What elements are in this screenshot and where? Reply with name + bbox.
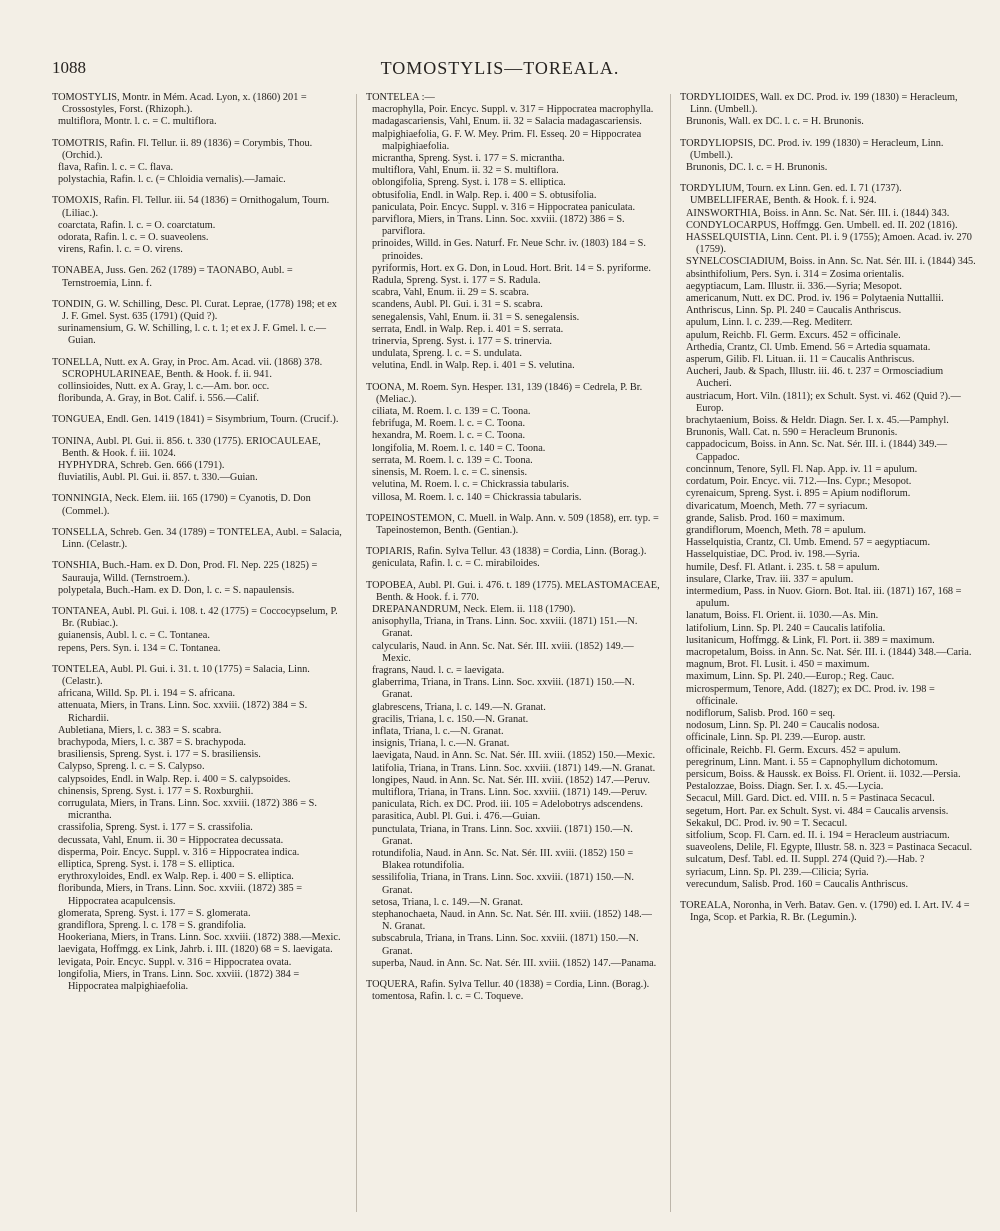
entry-subline: maximum, Linn. Sp. Pl. 240.—Europ.; Reg. Cauc. [686,671,895,683]
entry-subline: oblongifolia, Spreng. Syst. i. 178 = S. elliptica. [372,177,566,189]
entry-subline: glaberrima, Triana, in Trans. Linn. Soc. xxviii. (1871) 150.—N. Granat. [372,677,635,701]
entry-subline: decussata, Vahl, Enum. ii. 30 = Hippocratea decussata. [58,834,284,846]
entry-subline: pyriformis, Hort. ex G. Don, in Loud. Hort. Brit. 14 = S. pyriforme. [372,262,651,274]
entry-subline: punctulata, Triana, in Trans. Linn. Soc. xxviii. (1871) 150.—N. Granat. [372,823,633,847]
entry-headline: TONSHIA, Buch.-Ham. ex D. Don, Prod. Fl. Nep. 225 (1825) = Saurauja, Willd. (Ternstroem.). [52,560,318,584]
entry-subline: grande, Salisb. Prod. 160 = maximum. [686,512,845,524]
entry-subline: syriacum, Linn. Sp. Pl. 239.—Cilicia; Syria. [686,866,869,878]
dictionary-entry [52,664,344,993]
entry-headline: TORDYLIOIDES, Wall. ex DC. Prod. iv. 199 (1830) = Heracleum, Linn. (Umbell.). [680,92,958,116]
entry-subline: HYPHYDRA, Schreb. Gen. 666 (1791). [58,460,225,472]
entry-subline: sitfolium, Scop. Fl. Carn. ed. II. i. 194 = Heracleum austriacum. [686,829,950,841]
entry-subline: Calypso, Spreng. l. c. = S. Calypso. [58,761,205,773]
entry-subline: polypetala, Buch.-Ham. ex D. Don, l. c. = S. napaulensis. [58,584,295,596]
entry-subline: laevigata, Naud. in Ann. Sc. Nat. Sér. III. xviii. (1852) 150.—Mexic. [372,750,656,762]
entry-subline: magnum, Brot. Fl. Lusit. i. 450 = maximum. [686,659,870,671]
entry-subline: multiflora, Montr. l. c. = C. multiflora. [58,116,217,128]
dictionary-entry [52,265,344,289]
entry-subline: CONDYLOCARPUS, Hoffmgg. Gen. Umbell. ed. II. 202 (1816). [686,219,958,231]
entry-subline: Aubletiana, Miers, l. c. 383 = S. scabra. [58,724,222,736]
entry-subline: scandens, Aubl. Pl. Gui. i. 31 = S. scabra. [372,299,543,311]
entry-subline: erythroxyloides, Endl. ex Walp. Rep. i. 400 = S. elliptica. [58,871,294,883]
entry-headline: TONINA, Aubl. Pl. Gui. ii. 856. t. 330 (1775). ERIOCAULEAE, Benth. & Hook. f. iii. 1024. [52,435,321,459]
entry-subline: apulum, Linn. l. c. 239.—Reg. Mediterr. [686,317,853,329]
entry-subline: floribunda, A. Gray, in Bot. Calif. i. 556.—Calif. [58,393,259,405]
entry-subline: floribunda, Miers, in Trans. Linn. Soc. xxviii. (1872) 385 = Hippocratea acapulcensis. [58,883,303,907]
entry-subline: africana, Willd. Sp. Pl. i. 194 = S. africana. [58,688,236,700]
dictionary-entry [366,580,660,971]
entry-subline: americanum, Nutt. ex DC. Prod. iv. 196 = Polytaenia Nuttallii. [686,293,944,305]
entry-subline: Aucheri, Jaub. & Spach, Illustr. iii. 46. t. 237 = Ormosciadium Aucheri. [686,366,944,390]
entry-subline: SYNELCOSCIADIUM, Boiss. in Ann. Sc. Nat. Sér. III. i. (1844) 345. [686,256,976,268]
dictionary-entry [52,299,344,348]
column-divider [356,94,357,1212]
entry-subline: laevigata, Hoffmgg. ex Link, Jahrb. i. III. (1820) 68 = S. laevigata. [58,944,333,956]
entry-headline: TONELLA, Nutt. ex A. Gray, in Proc. Am. Acad. vii. (1868) 378. SCROPHULARINEAE, Benth. & Hook. f. ii. 941. [52,356,323,380]
entry-subline: cappadocicum, Boiss. in Ann. Sc. Nat. Sér. III. i. (1844) 349.—Cappadoc. [686,439,948,463]
entry-subline: divaricatum, Moench, Meth. 77 = syriacum. [686,500,868,512]
entry-subline: madagascariensis, Vahl, Enum. ii. 32 = Salacia madagascariensis. [372,116,642,128]
entry-subline: cordatum, Poir. Encyc. vii. 712.—Ins. Cypr.; Mesopot. [686,476,912,488]
dictionary-entry [366,513,660,537]
entry-subline: sinensis, M. Roem. l. c. = C. sinensis. [372,467,528,479]
entry-subline: longipes, Naud. in Ann. Sc. Nat. Sér. III. xviii. (1852) 147.—Peruv. [372,774,650,786]
entry-subline: tomentosa, Rafin. l. c. = C. Toqueve. [372,991,524,1003]
entry-headline: TONTANEA, Aubl. Pl. Gui. i. 108. t. 42 (1775) = Coccocypselum, P. Br. (Rubiac.). [52,605,338,630]
entry-subline: apulum, Reichb. Fl. Germ. Excurs. 452 = officinale. [686,329,901,341]
entry-subline: multiflora, Triana, in Trans. Linn. Soc. xxviii. (1871) 149.—Peruv. [372,786,648,798]
entry-subline: sulcatum, Desf. Tabl. ed. II. Suppl. 274 (Quid ?).—Hab. ? [686,854,925,866]
entry-subline: corrugulata, Miers, in Trans. Linn. Soc. xxviii. (1872) 386 = S. micrantha. [58,797,317,822]
entry-subline: grandiflorum, Moench, Meth. 78 = apulum. [686,524,866,536]
entry-subline: multiflora, Vahl, Enum. ii. 32 = S. multiflora. [372,165,559,177]
entry-subline: senegalensis, Vahl, Enum. ii. 31 = S. senegalensis. [372,311,580,323]
entry-headline: TONDIN, G. W. Schilling, Desc. Pl. Curat. Leprae, (1778) 198; et ex J. F. Gmel. Syst. 635 (1791) (Quid ?). [52,298,337,323]
entry-headline: TONSELLA, Schreb. Gen. 34 (1789) = TONTELEA, Aubl. = Salacia, Linn. (Celastr.). [52,526,342,551]
dictionary-entry [680,900,976,924]
entry-subline: Radula, Spreng. Syst. i. 177 = S. Radula. [372,275,541,287]
entry-subline: polystachia, Rafin. l. c. (= Chloidia vernalis).—Jamaic. [58,174,286,186]
dictionary-entry [52,560,344,597]
dictionary-entry [52,195,344,256]
entry-headline: TONNINGIA, Neck. Elem. iii. 165 (1790) = Cyanotis, D. Don (Commel.). [52,493,311,517]
dictionary-entry [52,436,344,485]
entry-subline: Hasselquistiae, DC. Prod. iv. 198.—Syria. [686,549,860,561]
entry-subline: paniculata, Poir. Encyc. Suppl. v. 316 = Hippocratea paniculata. [372,201,636,213]
entry-headline: TOONA, M. Roem. Syn. Hesper. 131, 139 (1846) = Cedrela, P. Br. (Meliac.). [366,381,643,405]
entry-subline: velutina, M. Roem. l. c. = Chickrassia tabularis. [372,479,570,491]
entry-subline: peregrinum, Linn. Mant. i. 55 = Capnophyllum dichotomum. [686,756,938,768]
entry-subline: officinale, Reichb. Fl. Germ. Excurs. 452 = apulum. [686,744,901,756]
entry-subline: stephanochaeta, Naud. in Ann. Sc. Nat. Sér. III. xviii. (1852) 148.—N. Granat. [372,909,652,933]
dictionary-entry [52,138,344,187]
entry-subline: coarctata, Rafin. l. c. = O. coarctatum. [58,219,216,231]
entry-headline: TOREALA, Noronha, in Verh. Batav. Gen. v. (1790) ed. I. Art. IV. 4 = Inga, Scop. et Parkia, R. Br. (Legumin.). [680,900,970,924]
entry-subline: malpighiaefolia, G. F. W. Mey. Prim. Fl. Esseq. 20 = Hippocratea malpighiaefolia. [372,128,642,152]
dictionary-entry [52,527,344,551]
entry-headline: TONGUEA, Endl. Gen. 1419 (1841) = Sisymbrium, Tourn. (Crucif.). [52,414,339,426]
text-column-middle [366,92,660,1218]
dictionary-entry [52,357,344,406]
dictionary-entry [366,546,660,570]
entry-subline: hexandra, M. Roem. l. c. = C. Toona. [372,430,526,442]
entry-subline: verecundum, Salisb. Prod. 160 = Caucalis Anthriscus. [686,878,909,890]
text-column-right [680,92,976,1218]
entry-subline: microspermum, Tenore, Add. (1827); ex DC. Prod. iv. 198 = officinale. [686,683,935,707]
entry-subline: geniculata, Rafin. l. c. = C. mirabiloides. [372,558,540,570]
dictionary-entry [366,92,660,373]
entry-subline: insignis, Triana, l. c.—N. Granat. [372,738,510,750]
entry-subline: nodosum, Linn. Sp. Pl. 240 = Caucalis nodosa. [686,720,880,732]
entry-subline: brasiliensis, Spreng. Syst. i. 177 = S. brasiliensis. [58,749,261,761]
entry-subline: Hasselquistia, Crantz, Cl. Umb. Emend. 57 = aegyptiacum. [686,537,931,549]
entry-subline: micrantha, Spreng. Syst. i. 177 = S. micrantha. [372,153,565,165]
entry-headline: TOMOSTYLIS, Montr. in Mém. Acad. Lyon, x. (1860) 201 = Crossostyles, Forst. (Rhizoph.). [52,92,307,116]
entry-subline: macrophylla, Poir. Encyc. Suppl. v. 317 = Hippocratea macrophylla. [372,104,654,116]
entry-subline: glabrescens, Triana, l. c. 149.—N. Granat. [372,701,546,713]
entry-subline: officinale, Linn. Sp. Pl. 239.—Europ. austr. [686,732,866,744]
running-title: TOMOSTYLIS—TOREALA. [380,58,620,78]
entry-subline: Brunonis, Wall. Cat. n. 590 = Heracleum Brunonis. [686,427,898,439]
entry-subline: calypsoides, Endl. in Walp. Rep. i. 400 = S. calypsoides. [58,773,291,785]
entry-headline: TONTELEA :— [366,92,435,103]
entry-subline: parviflora, Miers, in Trans. Linn. Soc. xxviii. (1872) 386 = S. parviflora. [372,214,625,238]
entry-subline: gracilis, Triana, l. c. 150.—N. Granat. [372,713,529,725]
entry-subline: Hookeriana, Miers, in Trans. Linn. Soc. xxviii. (1872) 388.—Mexic. [58,932,341,944]
entry-subline: suaveolens, Delile, Fl. Egypte, Illustr. 58. n. 323 = Pastinaca Secacul. [686,842,973,854]
entry-subline: repens, Pers. Syn. i. 134 = C. Tontanea. [58,642,221,654]
entry-subline: setosa, Triana, l. c. 149.—N. Granat. [372,896,523,908]
entry-subline: trinervia, Spreng. Syst. i. 177 = S. trinervia. [372,336,552,348]
entry-subline: macropetalum, Boiss. in Ann. Sc. Nat. Sér. III. i. (1844) 348.—Caria. [686,646,972,658]
entry-subline: HASSELQUISTIA, Linn. Cent. Pl. i. 9 (1755); Amoen. Acad. iv. 270 (1759). [686,232,972,256]
entry-subline: cyrenaicum, Spreng. Syst. i. 895 = Apium nodiflorum. [686,488,911,500]
entry-subline: intermedium, Pass. in Nuov. Giorn. Bot. Ital. iii. (1871) 167, 168 = apulum. [686,585,962,610]
entry-subline: levigata, Poir. Encyc. Suppl. v. 316 = Hippocratea ovata. [58,956,292,968]
entry-headline: TORDYLIOPSIS, DC. Prod. iv. 199 (1830) = Heracleum, Linn. (Umbell.). [680,137,944,161]
entry-subline: chinensis, Spreng. Syst. i. 177 = S. Roxburghii. [58,785,254,797]
entry-subline: ciliata, M. Roem. l. c. 139 = C. Toona. [372,406,531,418]
entry-subline: surinamensium, G. W. Schilling, l. c. t. 1; et ex J. F. Gmel. l. c.—Guian. [58,323,327,347]
entry-subline: persicum, Boiss. & Haussk. ex Boiss. Fl. Orient. ii. 1032.—Persia. [686,768,961,780]
entry-subline: scabra, Vahl, Enum. ii. 29 = S. scabra. [372,287,529,299]
entry-subline: guianensis, Aubl. l. c. = C. Tontanea. [58,630,210,642]
entry-subline: latifolium, Linn. Sp. Pl. 240 = Caucalis latifolia. [686,622,886,634]
entry-subline: AINSWORTHIA, Boiss. in Ann. Sc. Nat. Sér. III. i. (1844) 343. [686,207,950,219]
entry-subline: obtusifolia, Endl. in Walp. Rep. i. 400 = S. obtusifolia. [372,189,597,201]
entry-subline: subscabrula, Triana, in Trans. Linn. Soc. xxviii. (1871) 150.—N. Granat. [372,933,639,957]
entry-subline: longifolia, M. Roem. l. c. 140 = C. Toona. [372,442,546,454]
entry-subline: elliptica, Spreng. Syst. i. 178 = S. elliptica. [58,858,235,870]
entry-headline: TOQUERA, Rafin. Sylva Tellur. 40 (1838) = Cordia, Linn. (Borag.). [366,979,650,991]
column-divider [670,94,671,1212]
dictionary-entry [52,92,344,129]
entry-subline: inflata, Triana, l. c.—N. Granat. [372,725,504,737]
entry-subline: brachytaenium, Boiss. & Heldr. Diagn. Ser. I. x. 45.—Pamphyl. [686,415,949,427]
text-column-left [52,92,344,1218]
entry-subline: velutina, Endl. in Walp. Rep. i. 401 = S. velutina. [372,360,575,372]
entry-subline: serrata, Endl. in Walp. Rep. i. 401 = S. serrata. [372,323,564,335]
entry-subline: longifolia, Miers, in Trans. Linn. Soc. xxviii. (1872) 384 = Hippocratea malpighiaefolia. [58,968,300,992]
page-number: 1088 [52,58,86,77]
entry-subline: austriacum, Hort. Viln. (1811); ex Schult. Syst. vi. 462 (Quid ?).—Europ. [686,390,961,414]
entry-headline: TONTELEA, Aubl. Pl. Gui. i. 31. t. 10 (1775) = Salacia, Linn. (Celastr.). [52,663,310,687]
entry-subline: Brunonis, Wall. ex DC. l. c. = H. Brunonis. [686,116,864,128]
entry-headline: TOPOBEA, Aubl. Pl. Gui. i. 476. t. 189 (1775). MELASTOMACEAE, Benth. & Hook. f. i. 770. [366,579,660,603]
entry-subline: segetum, Hort. Par. ex Schult. Syst. vi. 484 = Caucalis arvensis. [686,805,949,817]
entry-subline: calycularis, Naud. in Ann. Sc. Nat. Sér. III. xviii. (1852) 149.—Mexic. [372,640,634,664]
entry-subline: Secacul, Mill. Gard. Dict. ed. VIII. n. 5 = Pastinaca Secacul. [686,793,935,805]
entry-subline: Sekakul, DC. Prod. iv. 90 = T. Secacul. [686,817,848,829]
entry-subline: serrata, M. Roem. l. c. 139 = C. Toona. [372,454,533,466]
entry-subline: glomerata, Spreng. Syst. i. 177 = S. glomerata. [58,907,251,919]
entry-headline: TOMOTRIS, Rafin. Fl. Tellur. ii. 89 (1836) = Corymbis, Thou. (Orchid.). [52,137,313,161]
dictionary-entry [366,979,660,1003]
entry-subline: latifolia, Triana, in Trans. Linn. Soc. xxviii. (1871) 149.—N. Granat. [372,762,656,774]
dictionary-entry [52,606,344,655]
entry-subline: crassifolia, Spreng. Syst. i. 177 = S. crassifolia. [58,822,253,834]
entry-headline: TOPEINOSTEMON, C. Muell. in Walp. Ann. v. 509 (1858), err. typ. = Tapeinostemon, Benth. (Gentian.). [366,512,659,536]
entry-subline: collinsioides, Nutt. ex A. Gray, l. c.—Am. bor. occ. [58,381,270,393]
entry-subline: virens, Rafin. l. c. = O. virens. [58,244,183,256]
entry-subline: odorata, Rafin. l. c. = O. suaveolens. [58,232,209,244]
entry-subline: lanatum, Boiss. Fl. Orient. ii. 1030.—As. Min. [686,610,879,622]
page-header [52,54,948,84]
entry-headline: TOMOXIS, Rafin. Fl. Tellur. iii. 54 (1836) = Ornithogalum, Tourn. (Liliac.). [52,195,330,219]
entry-subline: absinthifolium, Pers. Syn. i. 314 = Zosima orientalis. [686,268,905,280]
entry-subline: insulare, Clarke, Trav. iii. 337 = apulum. [686,573,854,585]
entry-subline: humile, Desf. Fl. Atlant. i. 235. t. 58 = apulum. [686,561,880,573]
entry-subline: DREPANANDRUM, Neck. Elem. ii. 118 (1790). [372,603,576,615]
entry-subline: Brunonis, DC. l. c. = H. Brunonis. [686,162,828,174]
dictionary-entry [366,382,660,504]
entry-subline: nodiflorum, Salisb. Prod. 160 = seq. [686,707,836,719]
entry-subline: attenuata, Miers, in Trans. Linn. Soc. xxviii. (1872) 384 = S. Richardii. [58,700,308,724]
entry-subline: paniculata, Rich. ex DC. Prod. iii. 105 = Adelobotrys adscendens. [372,799,643,811]
entry-subline: undulata, Spreng. l. c. = S. undulata. [372,348,522,360]
entry-subline: flava, Rafin. l. c. = C. flava. [58,162,174,174]
entry-subline: prinoides, Willd. in Ges. Naturf. Fr. Neue Schr. iv. (1803) 184 = S. prinoides. [372,238,646,262]
entry-subline: parasitica, Aubl. Pl. Gui. i. 476.—Guian. [372,811,541,823]
entry-subline: Arthedia, Crantz, Cl. Umb. Emend. 56 = Artedia squamata. [686,341,931,353]
entry-subline: superba, Naud. in Ann. Sc. Nat. Sér. III. xviii. (1852) 147.—Panama. [372,957,657,969]
entry-subline: rotundifolia, Naud. in Ann. Sc. Nat. Sér. III. xviii. (1852) 150 = Blakea rotundifolia. [372,847,634,872]
entry-subline: anisophylla, Triana, in Trans. Linn. Soc. xxviii. (1871) 151.—N. Granat. [372,616,638,640]
dictionary-entry [680,183,976,891]
entry-subline: sessilifolia, Triana, in Trans. Linn. Soc. xxviii. (1871) 150.—N. Granat. [372,872,635,896]
entry-subline: fragrans, Naud. l. c. = laevigata. [372,664,505,676]
entry-subline: Pestalozzae, Boiss. Diagn. Ser. I. x. 45.—Lycia. [686,781,884,793]
entry-subline: fluviatilis, Aubl. Pl. Gui. ii. 857. t. 330.—Guian. [58,472,258,484]
entry-subline: brachypoda, Miers, l. c. 387 = S. brachypoda. [58,736,246,748]
dictionary-entry [52,414,344,426]
entry-headline: TONABEA, Juss. Gen. 262 (1789) = TAONABO, Aubl. = Ternstroemia, Linn. f. [52,265,293,289]
entry-headline: TORDYLIUM, Tourn. ex Linn. Gen. ed. I. 71 (1737). UMBELLIFERAE, Benth. & Hook. f. i. 924. [680,183,902,207]
entry-subline: Anthriscus, Linn. Sp. Pl. 240 = Caucalis Anthriscus. [686,305,902,317]
dictionary-entry [680,138,976,175]
entry-subline: lusitanicum, Hoffmgg. & Link, Fl. Port. ii. 389 = maximum. [686,634,935,646]
entry-headline: TOPIARIS, Rafin. Sylva Tellur. 43 (1838) = Cordia, Linn. (Borag.). [366,546,647,558]
entry-subline: febrifuga, M. Roem. l. c. = C. Toona. [372,418,526,430]
entry-subline: aegyptiacum, Lam. Illustr. ii. 336.—Syria; Mesopot. [686,280,902,292]
entry-subline: grandiflora, Spreng. l. c. 178 = S. grandifolia. [58,919,246,931]
entry-subline: dispermа, Poir. Encyc. Suppl. v. 316 = Hippocratea indica. [58,846,300,858]
dictionary-entry [52,493,344,517]
entry-subline: concinnum, Tenore, Syll. Fl. Nap. App. iv. 11 = apulum. [686,463,918,475]
entry-subline: asperum, Gilib. Fl. Lituan. ii. 11 = Caucalis Anthriscus. [686,354,915,366]
entry-subline: villosa, M. Roem. l. c. 140 = Chickrassia tabularis. [372,491,582,503]
dictionary-entry [680,92,976,129]
